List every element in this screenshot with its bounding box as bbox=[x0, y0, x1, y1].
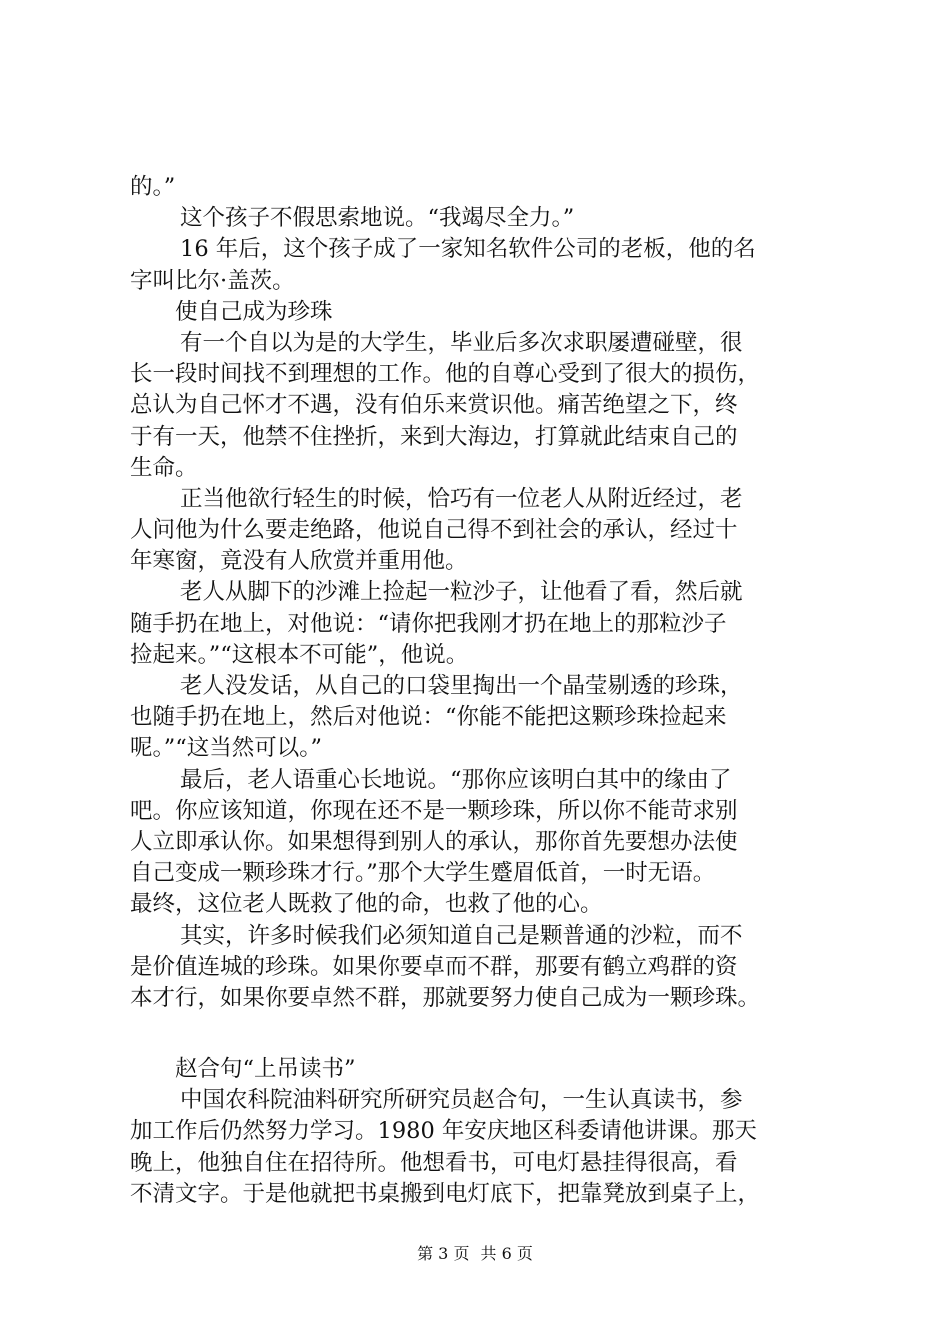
text-line: 是价值连城的珍珠。如果你要卓而不群，那要有鹤立鸡群的资 bbox=[130, 953, 738, 980]
section-title-pearl: 使自己成为珍珠 bbox=[175, 298, 333, 325]
paragraph-start: 正当他欲行轻生的时候，恰巧有一位老人从附近经过，老 bbox=[180, 485, 743, 512]
text-line: 捡起来。”“这根本不可能”，他说。 bbox=[130, 641, 469, 668]
text-line: 生命。 bbox=[130, 454, 198, 481]
section-title-zhao: 赵合句“上吊读书” bbox=[175, 1056, 356, 1083]
text-line: 总认为自己怀才不遇，没有伯乐来赏识他。痛苦绝望之下，终 bbox=[130, 392, 738, 419]
page-footer bbox=[0, 1244, 950, 1264]
text-line: 人问他为什么要走绝路，他说自己得不到社会的承认，经过十 bbox=[130, 517, 738, 544]
paragraph-start: 中国农科院油料研究所研究员赵合句，一生认真读书，参 bbox=[180, 1087, 743, 1114]
text-line: 随手扔在地上，对他说：“请你把我刚才扔在地上的那粒沙子 bbox=[130, 610, 727, 637]
paragraph-start: 老人没发话，从自己的口袋里掏出一个晶莹剔透的珍珠， bbox=[180, 673, 743, 699]
paragraph-start: 这个孩子不假思索地说。“我竭尽全力。” bbox=[180, 205, 575, 232]
paragraph-start: 老人从脚下的沙滩上捡起一粒沙子，让他看了看，然后就 bbox=[180, 579, 743, 606]
document-body bbox=[130, 172, 850, 1210]
text-line: 字叫比尔·盖茨。 bbox=[130, 267, 295, 294]
text-line: 也随手扔在地上，然后对他说：“你能不能把这颗珍珠捡起来 bbox=[130, 704, 727, 731]
paragraph-start: 有一个自以为是的大学生，毕业后多次求职屡遭碰壁，很 bbox=[180, 329, 743, 356]
text-line: 最终，这位老人既救了他的命，也救了他的心。 bbox=[130, 891, 603, 918]
section-gap bbox=[130, 1014, 850, 1054]
paragraph-start: 最后，老人语重心长地说。“那你应该明白其中的缘由了 bbox=[180, 766, 732, 793]
text-line: 于有一天，他禁不住挫折，来到大海边，打算就此结束自己的 bbox=[130, 423, 738, 450]
text-line: 呢。”“这当然可以。” bbox=[130, 735, 323, 762]
text-line: 本才行，如果你要卓然不群，那就要努力使自己成为一颗珍珠。 bbox=[130, 984, 761, 1011]
text-line: 自己变成一颗珍珠才行。”那个大学生蹙眉低首，一时无语。 bbox=[130, 860, 716, 887]
text-line: 不清文字。于是他就把书桌搬到电灯底下，把靠凳放到桌子上， bbox=[130, 1180, 761, 1207]
text-line: 加工作后仍然努力学习。1980 年安庆地区科委请他讲课。那天 bbox=[130, 1118, 757, 1145]
page-total: 共 6 页 bbox=[480, 1244, 533, 1263]
text-line: 吧。你应该知道，你现在还不是一颗珍珠，所以你不能苛求别 bbox=[130, 797, 738, 824]
paragraph-start: 16 年后，这个孩子成了一家知名软件公司的老板，他的名 bbox=[180, 236, 756, 263]
page-number: 第 3 页 bbox=[417, 1244, 470, 1263]
paragraph-start: 其实，许多时候我们必须知道自己是颗普通的沙粒，而不 bbox=[180, 922, 743, 949]
text-line: 年寒窗，竟没有人欣赏并重用他。 bbox=[130, 548, 468, 575]
text-line: 晚上，他独自住在招待所。他想看书，可电灯悬挂得很高，看 bbox=[130, 1149, 738, 1176]
text-line: 的。” bbox=[130, 174, 176, 200]
text-line: 长一段时间找不到理想的工作。他的自尊心受到了很大的损伤， bbox=[130, 361, 761, 388]
text-line: 人立即承认你。如果想得到别人的承认，那你首先要想办法使 bbox=[130, 828, 738, 855]
